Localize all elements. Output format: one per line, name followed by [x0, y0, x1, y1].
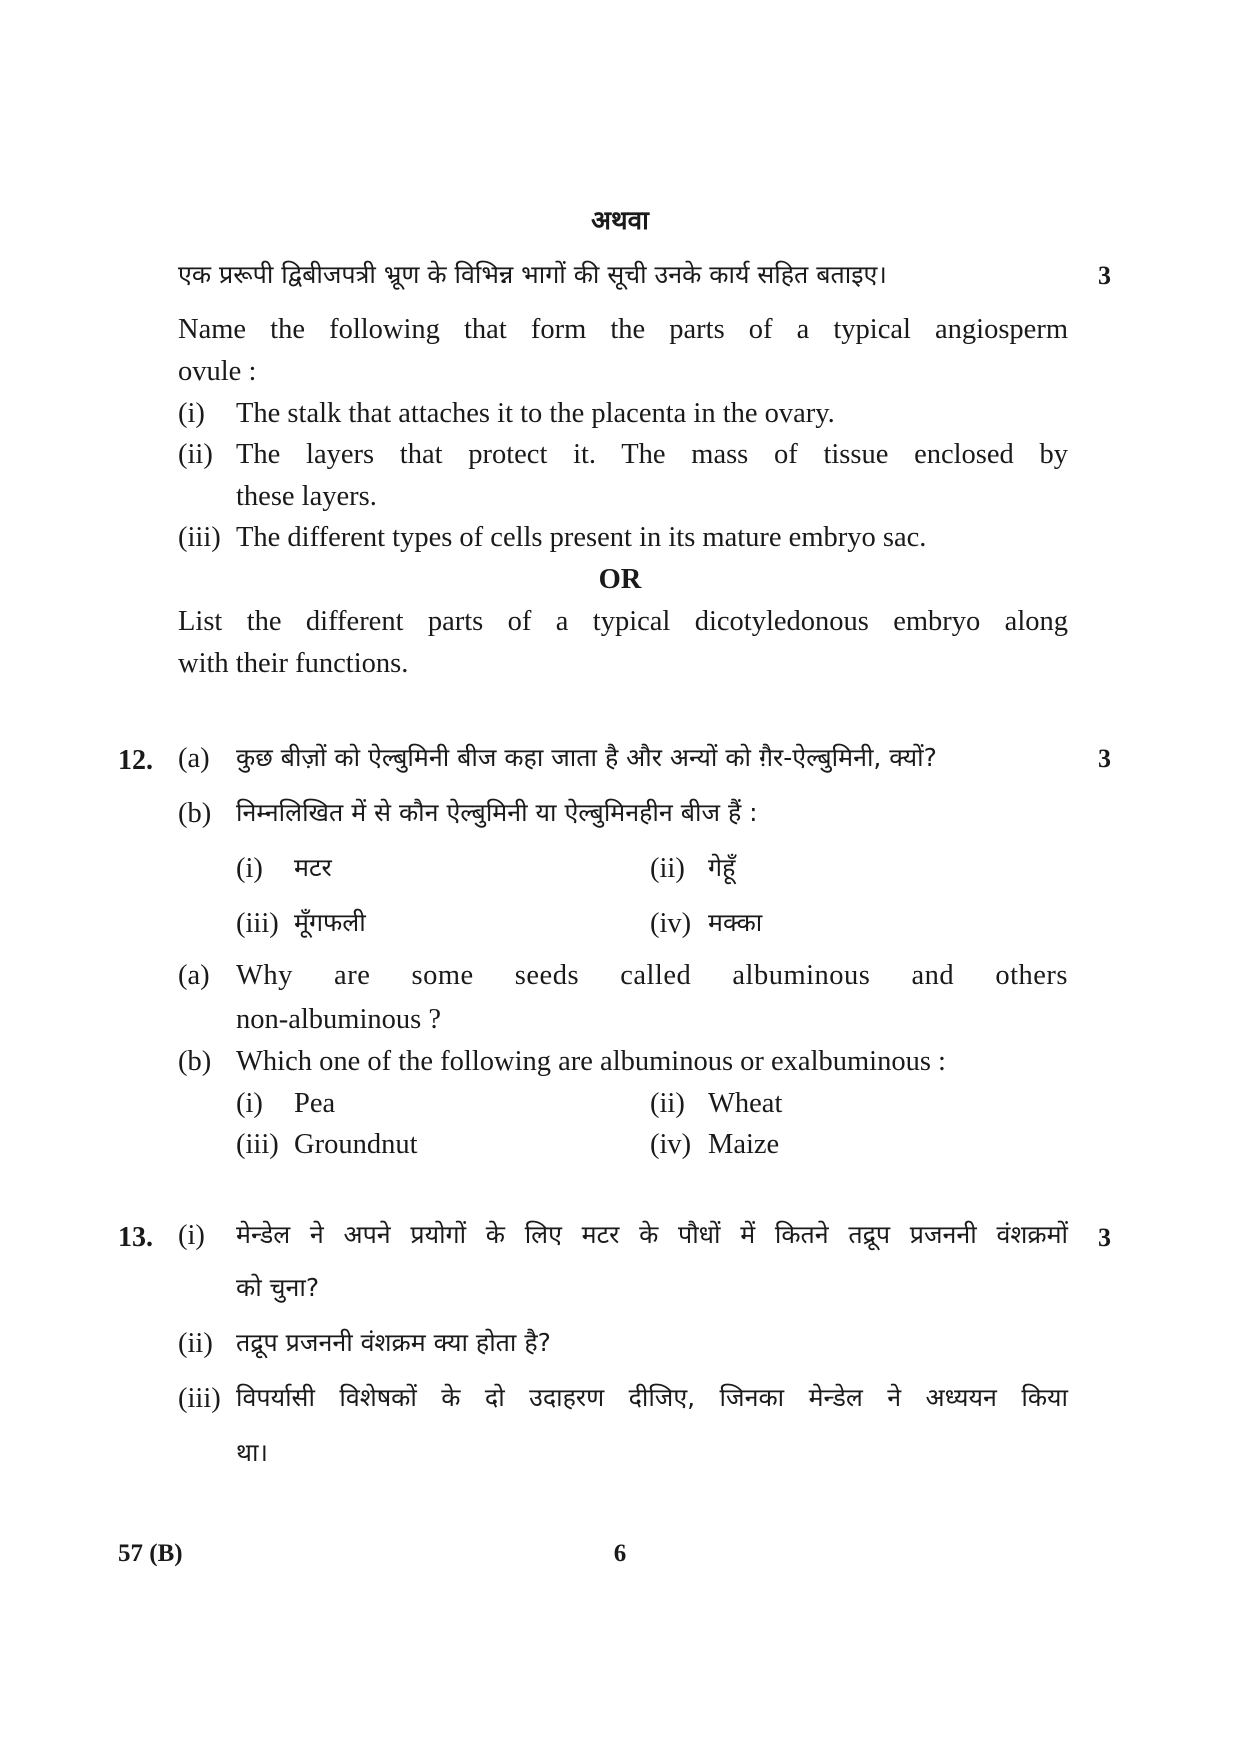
q13-item-text: मेन्डेल ने अपने प्रयोगों के लिए मटर के पौधों में कितने तद्रूप प्रजननी वंशक्रमों: [236, 1220, 1068, 1249]
q11-or-marks: 3: [1098, 261, 1111, 290]
q11-or-intro-line1: Name the following that form the parts of a typical angiosperm: [178, 314, 1068, 345]
q13-item-label: (ii): [178, 1328, 213, 1359]
q11-or-item-text: The different types of cells present in its mature embryo sac.: [236, 522, 927, 553]
q11-or-list-line2: with their functions.: [178, 648, 409, 679]
q11-or-hindi-text: एक प्ररूपी द्विबीजपत्री भ्रूण के विभिन्न भागों की सूची उनके कार्य सहित बताइए।: [178, 260, 887, 289]
q12-en-a-text: Why are some seeds called albuminous and others: [236, 960, 1068, 991]
q11-or-item-label: (iii): [178, 522, 221, 553]
q11-or-item-label: (i): [178, 398, 205, 429]
q12-number: 12.: [118, 745, 153, 776]
q12-hindi-option-label: (iii): [236, 908, 279, 939]
q12-en-option-label: (iii): [236, 1129, 279, 1160]
q12-hindi-b-text: निम्नलिखित में से कौन ऐल्बुमिनी या ऐल्बुमिनहीन बीज हैं :: [236, 798, 758, 827]
q13-number: 13.: [118, 1222, 153, 1253]
q11-or-list-line1: List the different parts of a typical dicotyledonous embryo along: [178, 606, 1068, 637]
q12-en-option-label: (ii): [650, 1088, 685, 1119]
q12-marks: 3: [1098, 744, 1111, 773]
q12-hindi-b-label: (b): [178, 798, 212, 829]
q12-en-option-text: Wheat: [708, 1088, 783, 1119]
q12-en-a-text-cont: non-albuminous ?: [236, 1004, 442, 1035]
q13-item-text-cont: था।: [236, 1438, 268, 1467]
q12-hindi-a-text: कुछ बीज़ों को ऐल्बुमिनी बीज कहा जाता है और अन्यों को ग़ैर-ऐल्बुमिनी, क्यों?: [236, 743, 937, 772]
q12-hindi-option-label: (ii): [650, 853, 685, 884]
q12-hindi-option-label: (i): [236, 853, 263, 884]
q12-hindi-option-text: मक्का: [708, 908, 763, 937]
q12-en-a-label: (a): [178, 960, 210, 991]
q13-item-text-cont: को चुना?: [236, 1273, 320, 1302]
athava-heading: अथवा: [591, 206, 649, 236]
q12-en-b-text: Which one of the following are albuminous or exalbuminous :: [236, 1046, 946, 1077]
q11-or-intro-line2: ovule :: [178, 356, 257, 387]
q13-item-text: विपर्यासी विशेषकों के दो उदाहरण दीजिए, जिनका मेन्डेल ने अध्ययन किया: [236, 1383, 1068, 1412]
q13-item-label: (i): [178, 1220, 205, 1251]
q11-or-item-text-cont: these layers.: [236, 481, 377, 512]
q12-hindi-option-text: गेहूँ: [708, 853, 736, 882]
q13-item-text: तद्रूप प्रजननी वंशक्रम क्या होता है?: [236, 1328, 551, 1357]
q12-en-b-label: (b): [178, 1046, 212, 1077]
q11-or-item-text: The layers that protect it. The mass of tissue enclosed by: [236, 439, 1068, 470]
q11-or-item-text: The stalk that attaches it to the placenta in the ovary.: [236, 398, 835, 429]
q12-en-option-label: (i): [236, 1088, 263, 1119]
q12-hindi-option-label: (iv): [650, 908, 692, 939]
q12-en-option-text: Maize: [708, 1129, 780, 1160]
q12-en-option-label: (iv): [650, 1129, 692, 1160]
q12-en-option-text: Groundnut: [294, 1129, 418, 1160]
q11-or-item-label: (ii): [178, 439, 213, 470]
paper-code: 57 (B): [118, 1540, 183, 1567]
q13-item-label: (iii): [178, 1383, 221, 1414]
page-number: 6: [613, 1540, 627, 1567]
q12-en-option-text: Pea: [294, 1088, 336, 1119]
q12-hindi-option-text: मटर: [294, 853, 332, 882]
q12-hindi-a-label: (a): [178, 743, 210, 774]
or-heading: OR: [598, 564, 642, 595]
q12-hindi-option-text: मूँगफली: [294, 908, 366, 937]
q13-marks: 3: [1098, 1223, 1111, 1252]
